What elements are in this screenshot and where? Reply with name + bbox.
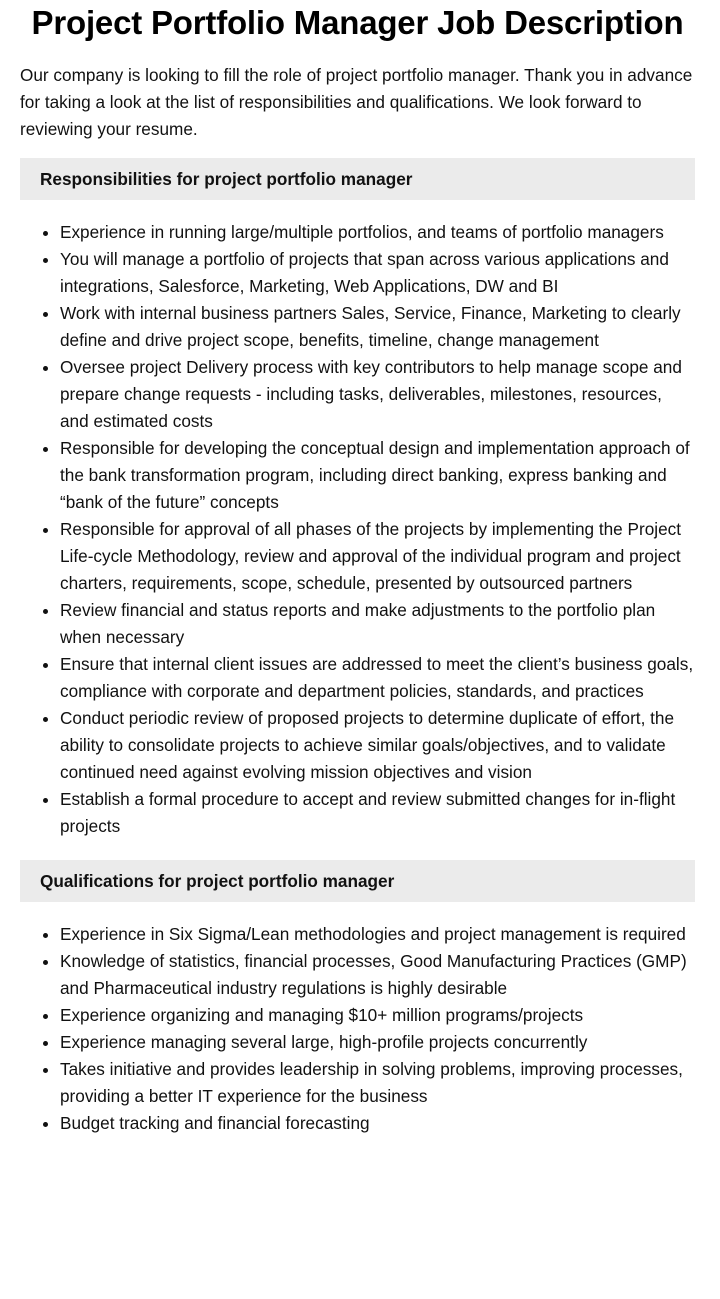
- list-item: • Budget tracking and financial forecasting: [60, 1110, 695, 1137]
- list-item: • Work with internal business partners Sales, Service, Finance, Marketing to clearly define and drive project scope, benefits, timeline, change management: [60, 300, 695, 354]
- list-item: • Experience in Six Sigma/Lean methodologies and project management is required: [60, 921, 695, 948]
- list-item: • You will manage a portfolio of projects that span across various applications and integrations, Salesforce, Marketing, Web Applications, DW and BI: [60, 246, 695, 300]
- list-item: • Experience in running large/multiple portfolios, and teams of portfolio managers: [60, 219, 695, 246]
- qualifications-list: [20, 921, 695, 1137]
- list-item: • Responsible for approval of all phases of the projects by implementing the Project Life-cycle Methodology, review and approval of the individual program and project charters, requirements, scope, schedule, presented by outsourced partners: [60, 516, 695, 597]
- list-item: • Establish a formal procedure to accept and review submitted changes for in-flight projects: [60, 786, 695, 840]
- list-item: • Responsible for developing the conceptual design and implementation approach of the bank transformation program, including direct banking, express banking and “bank of the future” concepts: [60, 435, 695, 516]
- page-title: Project Portfolio Manager Job Description: [31, 4, 684, 41]
- list-item: • Review financial and status reports and make adjustments to the portfolio plan when necessary: [60, 597, 695, 651]
- list-item: • Conduct periodic review of proposed projects to determine duplicate of effort, the ability to consolidate projects to achieve similar goals/objectives, and to validate continued need against evolving mission objectives and vision: [60, 705, 695, 786]
- intro-paragraph: Our company is looking to fill the role of project portfolio manager. Thank you in advance for taking a look at the list of responsibilities and qualifications. We look forward to reviewing your resume.: [20, 65, 693, 139]
- list-item: • Takes initiative and provides leadership in solving problems, improving processes, providing a better IT experience for the business: [60, 1056, 695, 1110]
- list-item: • Ensure that internal client issues are addressed to meet the client’s business goals, compliance with corporate and department policies, standards, and practices: [60, 651, 695, 705]
- section-spacer: [20, 840, 695, 845]
- list-item: • Oversee project Delivery process with key contributors to help manage scope and prepare change requests - including tasks, deliverables, milestones, resources, and estimated costs: [60, 354, 695, 435]
- list-item: • Experience managing several large, high-profile projects concurrently: [60, 1029, 695, 1056]
- responsibilities-heading: Responsibilities for project portfolio manager: [20, 158, 695, 200]
- list-item: • Experience organizing and managing $10+ million programs/projects: [60, 1002, 695, 1029]
- responsibilities-list: [20, 219, 695, 840]
- list-item: • Knowledge of statistics, financial processes, Good Manufacturing Practices (GMP) and Pharmaceutical industry regulations is highly desirable: [60, 948, 695, 1002]
- qualifications-heading: Qualifications for project portfolio manager: [20, 860, 695, 902]
